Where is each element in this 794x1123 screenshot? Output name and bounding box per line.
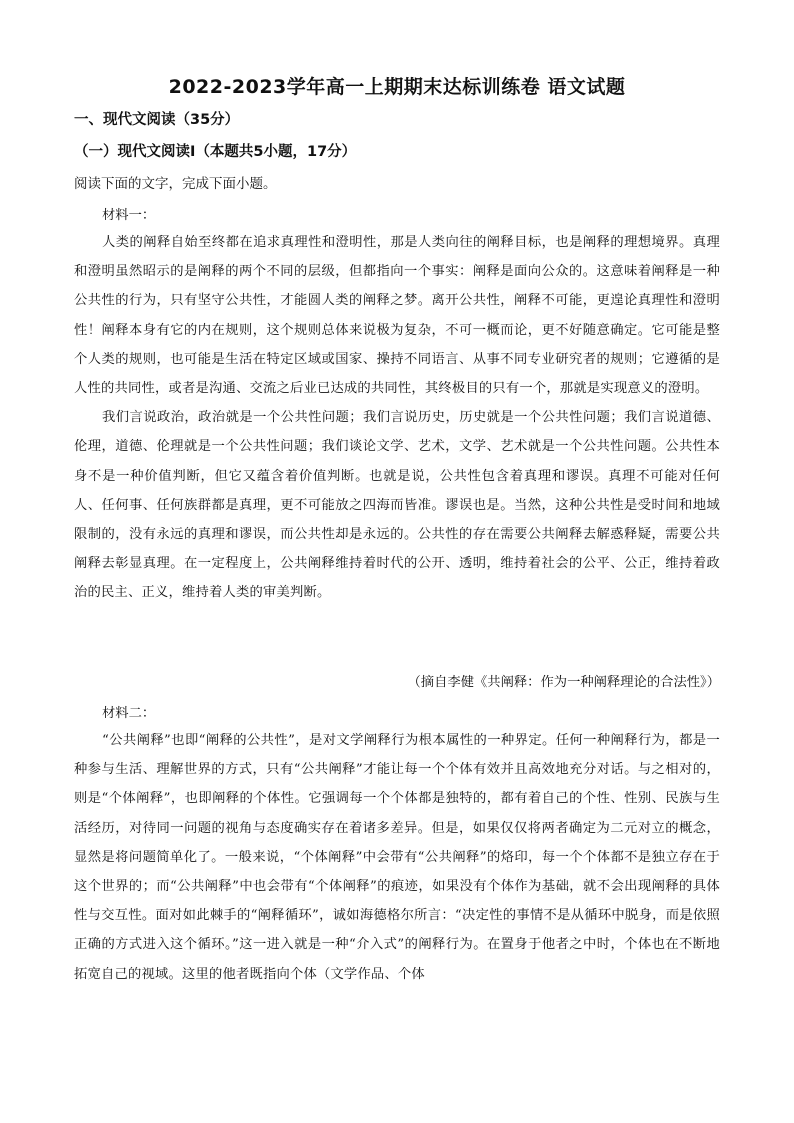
exam-title: 2022-2023学年高一上期期末达标训练卷 语文试题: [168, 76, 626, 98]
material-one-paragraph: 人类的阐释自始至终都在追求真理性和澄明性，那是人类向往的阐释目标，也是阐释的理想境界。真理和澄明虽然昭示的是阐释的两个不同的层级，但都指向一个事实：阐释是面向公众的。这意味着阐释是一种公共性的行为，只有坚守公共性，才能圆人类的阐释之梦。离开公共性，阐释不可能，更遑论真理性和澄明性！阐释本身有它的内在规则，这个规则总体来说极为复杂，不可一概而论，更不好随意确定。它可能是整个人类的规则，也可能是生活在特定区域或国家、操持不同语言、从事不同专业研究者的规则；它遵循的是人性的共同性，或者是沟通、交流之后业已达成的共同性，其终极目的只有一个，那就是实现意义的澄明。: [74, 235, 720, 397]
section-heading: 一、现代文阅读（35分）: [74, 112, 240, 128]
material-one-label: 材料一：: [102, 208, 156, 223]
subsection-heading: （一）现代文阅读Ⅰ（本题共5小题，17分）: [74, 144, 357, 160]
material-two-body: [74, 726, 720, 989]
material-two-paragraph: “公共阐释”也即“阐释的公共性”，是对文学阐释行为根本属性的一种界定。任何一种阐释行为，都是一种参与生活、理解世界的方式，只有“公共阐释”才能让每一个个体有效并且高效地充分对话。与之相对的，则是“个体阐释”，也即阐释的个体性。它强调每一个个体都是独特的，都有着自己的个性、性别、民族与生活经历，对待同一问题的视角与态度确实存在着诸多差异。但是，如果仅仅将两者确定为二元对立的概念，显然是将问题简单化了。一般来说，“个体阐释”中会带有“公共阐释”的烙印，每一个个体都不是独立存在于这个世界的；而“公共阐释”中也会带有“个体阐释”的痕迹，如果没有个体作为基础，就不会出现阐释的具体性与交互性。面对如此棘手的“阐释循环”，诚如海德格尔所言：“决定性的事情不是从循环中脱身，而是依照正确的方式进入这个循环。”这一进入就是一种“介入式”的阐释行为。在置身于他者之中时，个体也在不断地拓宽自己的视域。这里的他者既指向个体（文学作品、个体: [74, 733, 720, 982]
material-one-paragraph: 我们言说政治，政治就是一个公共性问题；我们言说历史，历史就是一个公共性问题；我们言说道德、伦理，道德、伦理就是一个公共性问题；我们谈论文学、艺术，文学、艺术就是一个公共性问题。公共性本身不是一种价值判断，但它又蕴含着价值判断。也就是说，公共性包含着真理和谬误。真理不可能对任何人、任何事、任何族群都是真理，更不可能放之四海而皆准。谬误也是。当然，这种公共性是受时间和地域限制的，没有永远的真理和谬误，而公共性却是永远的。公共性的存在需要公共阐释去解惑释疑，需要公共阐释去彰显真理。在一定程度上，公共阐释维持着时代的公开、透明，维持着社会的公平、公正，维持着政治的民主、正义，维持着人类的审美判断。: [74, 410, 720, 601]
material-two-label: 材料二：: [102, 706, 156, 721]
material-one-body: [74, 228, 720, 608]
reading-instruction: 阅读下面的文字，完成下面小题。: [74, 176, 277, 192]
material-one-source: （摘自李健《共阐释：作为一种阐释理论的合法性》）: [407, 675, 720, 690]
